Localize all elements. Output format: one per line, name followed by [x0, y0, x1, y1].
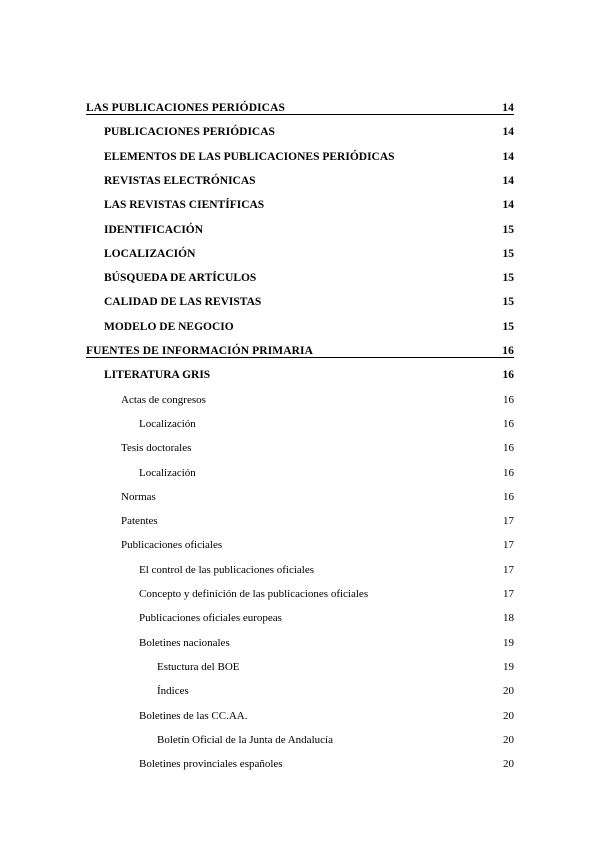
toc-entry-page: 16 [503, 417, 514, 430]
toc-entry[interactable] [104, 246, 514, 262]
toc-entry-page: 14 [502, 174, 514, 187]
toc-entry-page: 16 [503, 442, 514, 455]
toc-entry-page: 15 [502, 272, 514, 285]
toc-entry[interactable] [86, 343, 514, 359]
toc-entry-page: 20 [503, 685, 514, 698]
toc-entry[interactable] [139, 465, 514, 481]
toc-entry-page: 16 [502, 345, 514, 357]
toc-entry-page: 17 [503, 563, 514, 576]
toc-entry-page: 19 [503, 636, 514, 649]
toc-entry-page: 14 [502, 199, 514, 212]
toc-entry-label: Boletines provinciales españoles [139, 758, 283, 771]
toc-entry-page: 14 [502, 102, 514, 114]
toc-entry-label: Actas de congresos [121, 393, 206, 406]
toc-entry-page: 15 [502, 296, 514, 309]
toc-entry-page: 18 [503, 612, 514, 625]
toc-entry[interactable] [104, 197, 514, 213]
toc-entry-page: 14 [502, 126, 514, 139]
toc-entry-label: Publicaciones oficiales [121, 539, 223, 552]
toc-entry-label: Patentes [121, 515, 158, 528]
toc-entry-page: 20 [503, 709, 514, 722]
toc-entry[interactable] [121, 392, 514, 408]
toc-entry-label: Boletines nacionales [139, 636, 230, 649]
toc-entry-label: Tesis doctorales [121, 442, 192, 455]
toc-entry-label: El control de las publicaciones oficiales [139, 563, 315, 576]
toc-entry[interactable] [121, 513, 514, 529]
toc-entry-label: FUENTES DE INFORMACIÓN PRIMARIA [86, 345, 314, 357]
toc-entry-page: 16 [503, 466, 514, 479]
toc-entry[interactable] [104, 270, 514, 286]
toc-entry-label: Localización [139, 466, 196, 479]
toc-entry[interactable] [104, 173, 514, 189]
toc-entry-label: LITERATURA GRIS [104, 369, 211, 382]
toc-entry-label: IDENTIFICACIÓN [104, 223, 204, 236]
toc-entry-underline [86, 114, 514, 115]
toc-entry[interactable] [139, 610, 514, 626]
toc-entry[interactable] [121, 537, 514, 553]
toc-entry-page: 20 [503, 733, 514, 746]
toc-entry-label: LOCALIZACIÓN [104, 247, 196, 260]
toc-entry-page: 15 [502, 223, 514, 236]
toc-entry[interactable] [139, 586, 514, 602]
toc-entry-page: 15 [502, 247, 514, 260]
toc-entry[interactable] [104, 294, 514, 310]
toc-entry[interactable] [104, 367, 514, 383]
toc-entry[interactable] [104, 149, 514, 165]
toc-entry-page: 19 [503, 660, 514, 673]
toc-entry-label: CALIDAD DE LAS REVISTAS [104, 296, 262, 309]
toc-entry-label: Publicaciones oficiales europeas [139, 612, 282, 625]
toc-entry-label: Boletín Oficial de la Junta de Andalucía [157, 733, 333, 746]
toc-entry-label: LAS PUBLICACIONES PERIÓDICAS [86, 102, 285, 114]
toc-entry-label: Índices [157, 685, 189, 698]
toc-entry-label: Normas [121, 490, 156, 503]
toc-entry[interactable] [104, 319, 514, 335]
toc-entry-label: REVISTAS ELECTRÓNICAS [104, 174, 256, 187]
toc-entry[interactable] [139, 416, 514, 432]
toc-entry[interactable] [121, 440, 514, 456]
toc-entry[interactable] [139, 708, 514, 724]
toc-entry-page: 17 [503, 515, 514, 528]
toc-entry[interactable] [104, 222, 514, 238]
toc-entry-label: Estuctura del BOE [157, 660, 240, 673]
toc-entry-label: PUBLICACIONES PERIÓDICAS [104, 126, 275, 139]
toc-entry[interactable] [157, 732, 514, 748]
toc-entry[interactable] [139, 562, 514, 578]
toc-entry-label: Localización [139, 417, 196, 430]
toc-entry-underline [86, 357, 514, 358]
toc-entry-page: 16 [503, 393, 514, 406]
toc-entry[interactable] [104, 124, 514, 140]
toc-entry[interactable] [121, 489, 514, 505]
toc-entry-page: 20 [503, 758, 514, 771]
toc-entry-page: 14 [502, 150, 514, 163]
toc-entry-page: 16 [503, 490, 514, 503]
toc-entry-label: BÚSQUEDA DE ARTÍCULOS [104, 272, 257, 285]
toc-entry-label: Concepto y definición de las publicaciones oficiales [139, 588, 369, 600]
toc-entry-page: 15 [502, 320, 514, 333]
toc-entry-label: Boletines de las CC.AA. [139, 709, 248, 722]
toc-entry[interactable] [157, 683, 514, 699]
toc-entry-label: MODELO DE NEGOCIO [104, 320, 234, 333]
toc-entry-label: LAS REVISTAS CIENTÍFICAS [104, 199, 265, 212]
toc-entry-page: 16 [502, 369, 514, 382]
toc-entry-page: 17 [503, 588, 514, 600]
toc-entry[interactable] [139, 635, 514, 651]
toc-entry[interactable] [86, 100, 514, 116]
toc-entry[interactable] [157, 659, 514, 675]
toc-entry-label: ELEMENTOS DE LAS PUBLICACIONES PERIÓDICAS [104, 150, 395, 163]
toc-entry[interactable] [139, 756, 514, 772]
toc-entry-page: 17 [503, 539, 514, 552]
